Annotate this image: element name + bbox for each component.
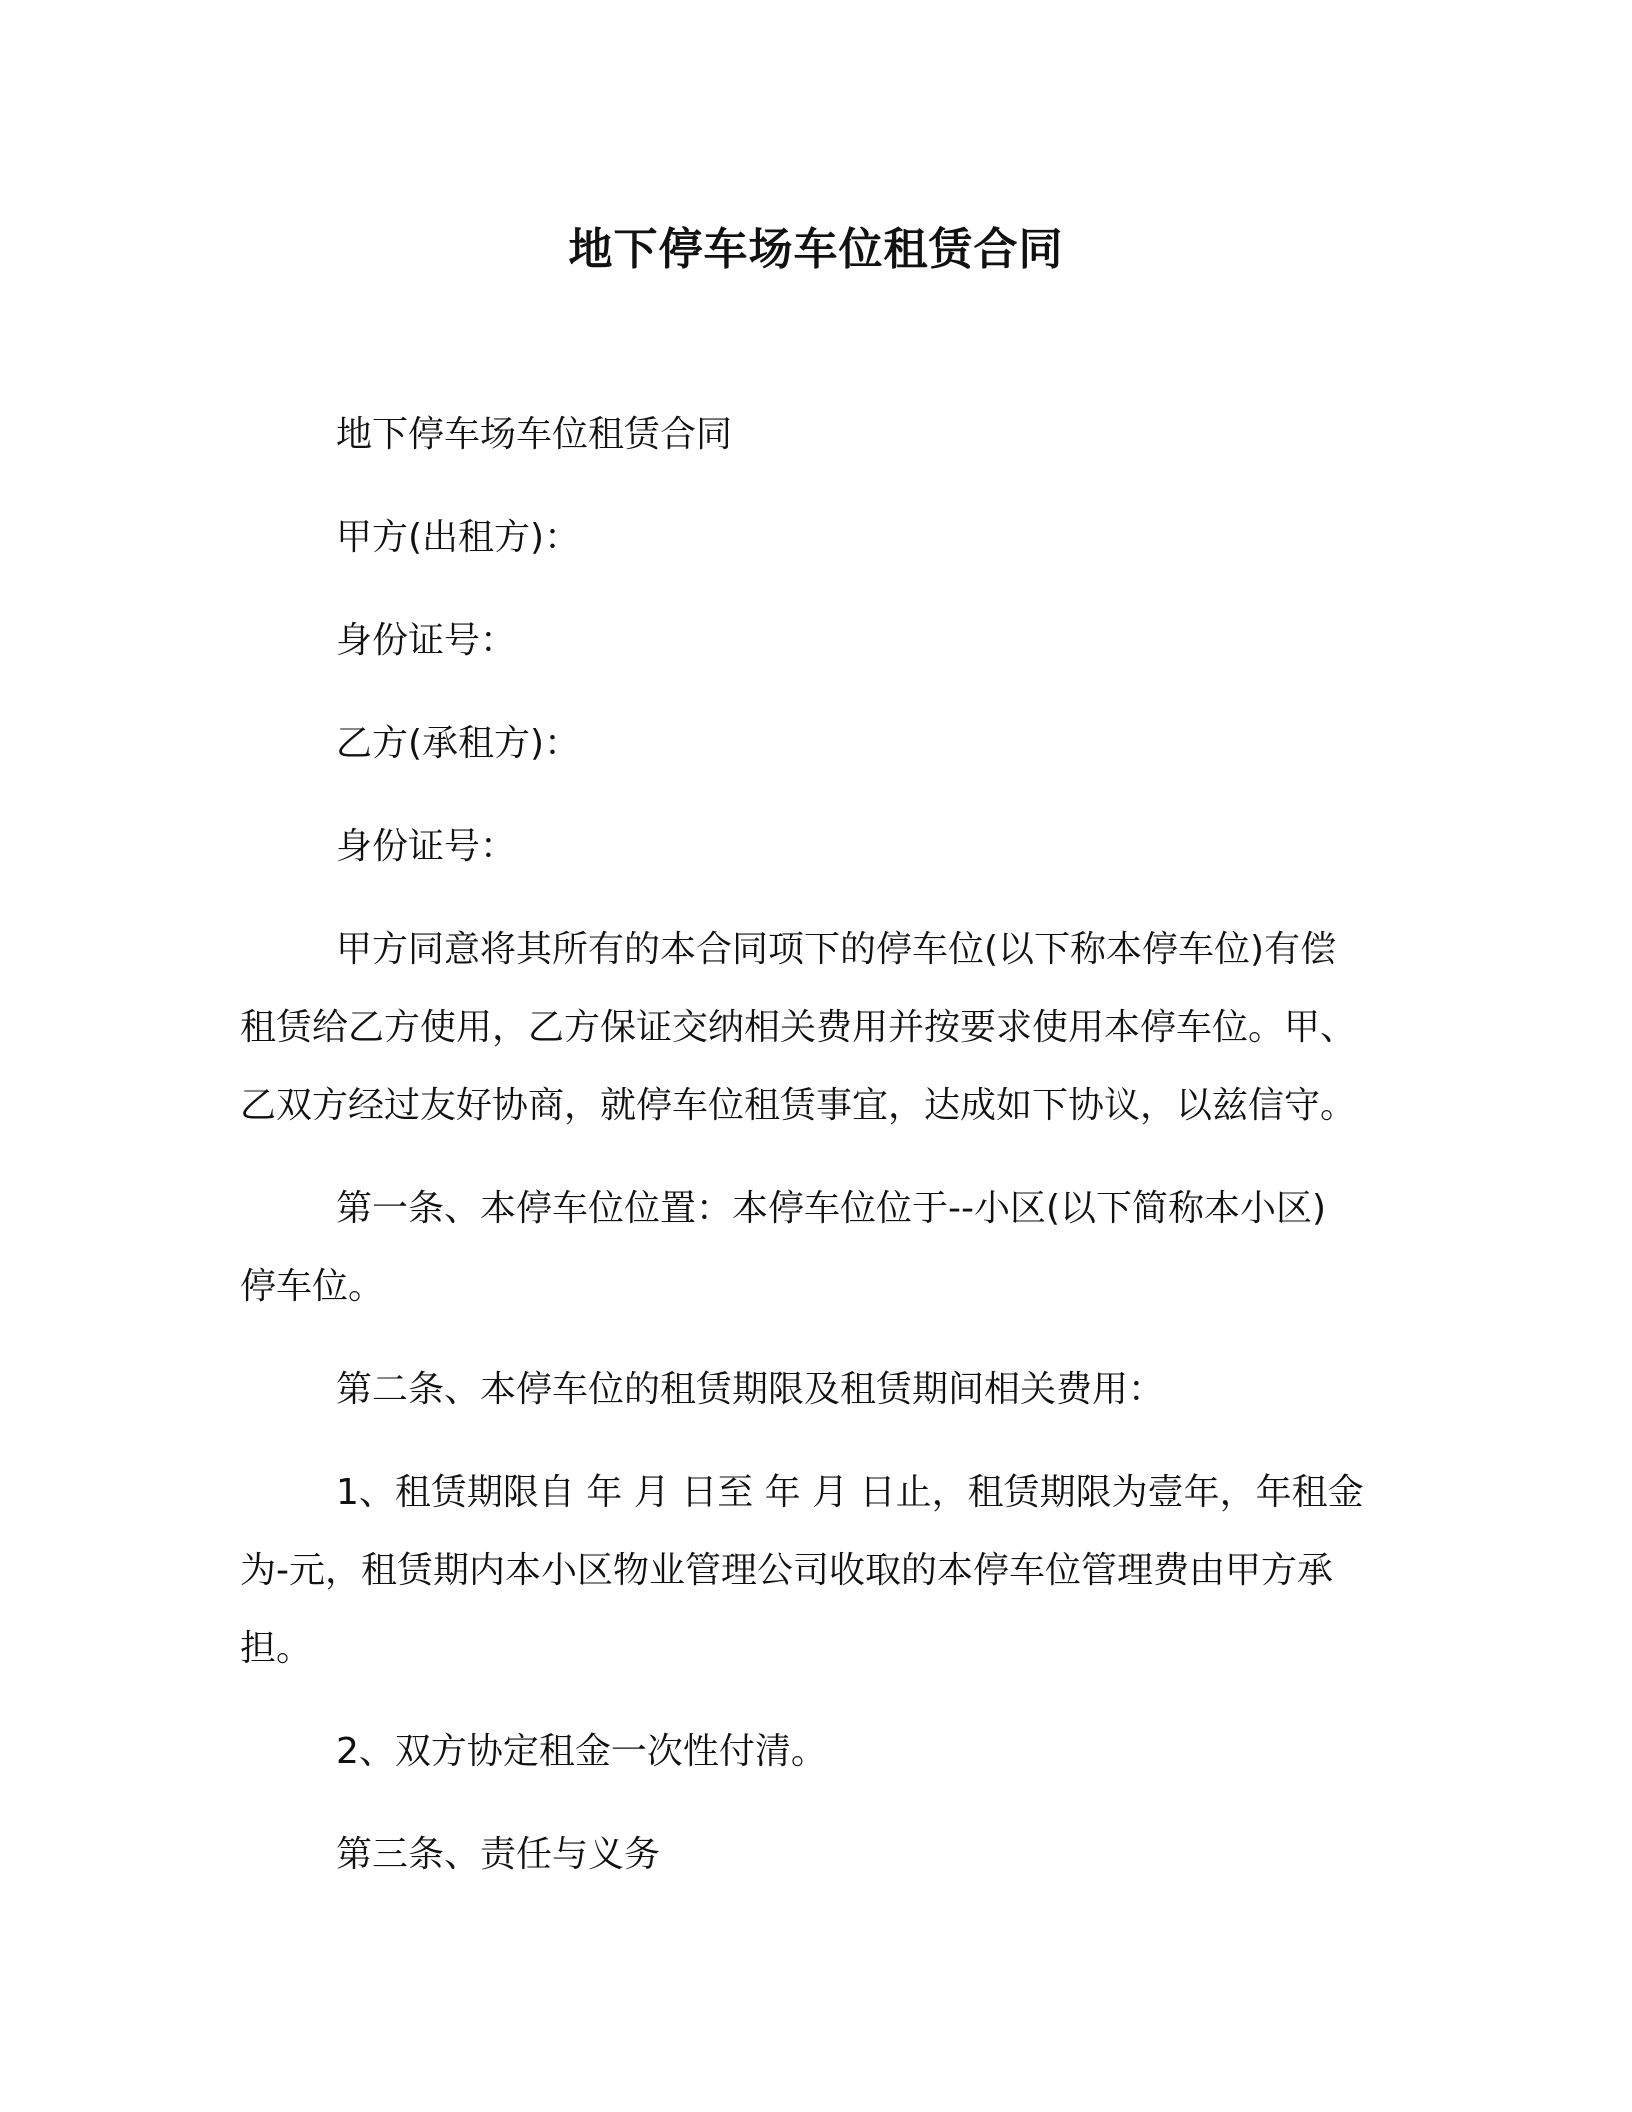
party-b-id-line: 身份证号： [336,826,517,867]
clause-1-line-3: 担。 [240,1628,313,1669]
article-1-line-1: 第一条、本停车位位置：本停车位位于--小区(以下简称本小区) [336,1188,1327,1229]
party-a-id-line: 身份证号： [336,620,517,661]
clause-1-line-1: 1、租赁期限自 年 月 日至 年 月 日止，租赁期限为壹年，年租金 [336,1472,1364,1513]
clause-2-line: 2、双方协定租金一次性付清。 [336,1731,827,1772]
document-title: 地下停车场车位租赁合同 [568,224,1064,275]
party-a-line: 甲方(出租方)： [336,517,581,558]
subtitle-line: 地下停车场车位租赁合同 [336,414,733,455]
intro-paragraph-line-3: 乙双方经过友好协商，就停车位租赁事宜，达成如下协议，以兹信守。 [240,1085,1357,1126]
intro-paragraph-line-1: 甲方同意将其所有的本合同项下的停车位(以下称本停车位)有偿 [336,929,1337,970]
article-1-line-2: 停车位。 [240,1266,385,1307]
party-b-line: 乙方(承租方)： [336,723,581,764]
intro-paragraph-line-2: 租赁给乙方使用，乙方保证交纳相关费用并按要求使用本停车位。甲、 [240,1007,1357,1048]
clause-1-line-2: 为-元，租赁期内本小区物业管理公司收取的本停车位管理费由甲方承 [240,1550,1333,1591]
article-2-heading: 第二条、本停车位的租赁期限及租赁期间相关费用： [336,1369,1165,1410]
article-3-heading: 第三条、责任与义务 [336,1834,661,1875]
